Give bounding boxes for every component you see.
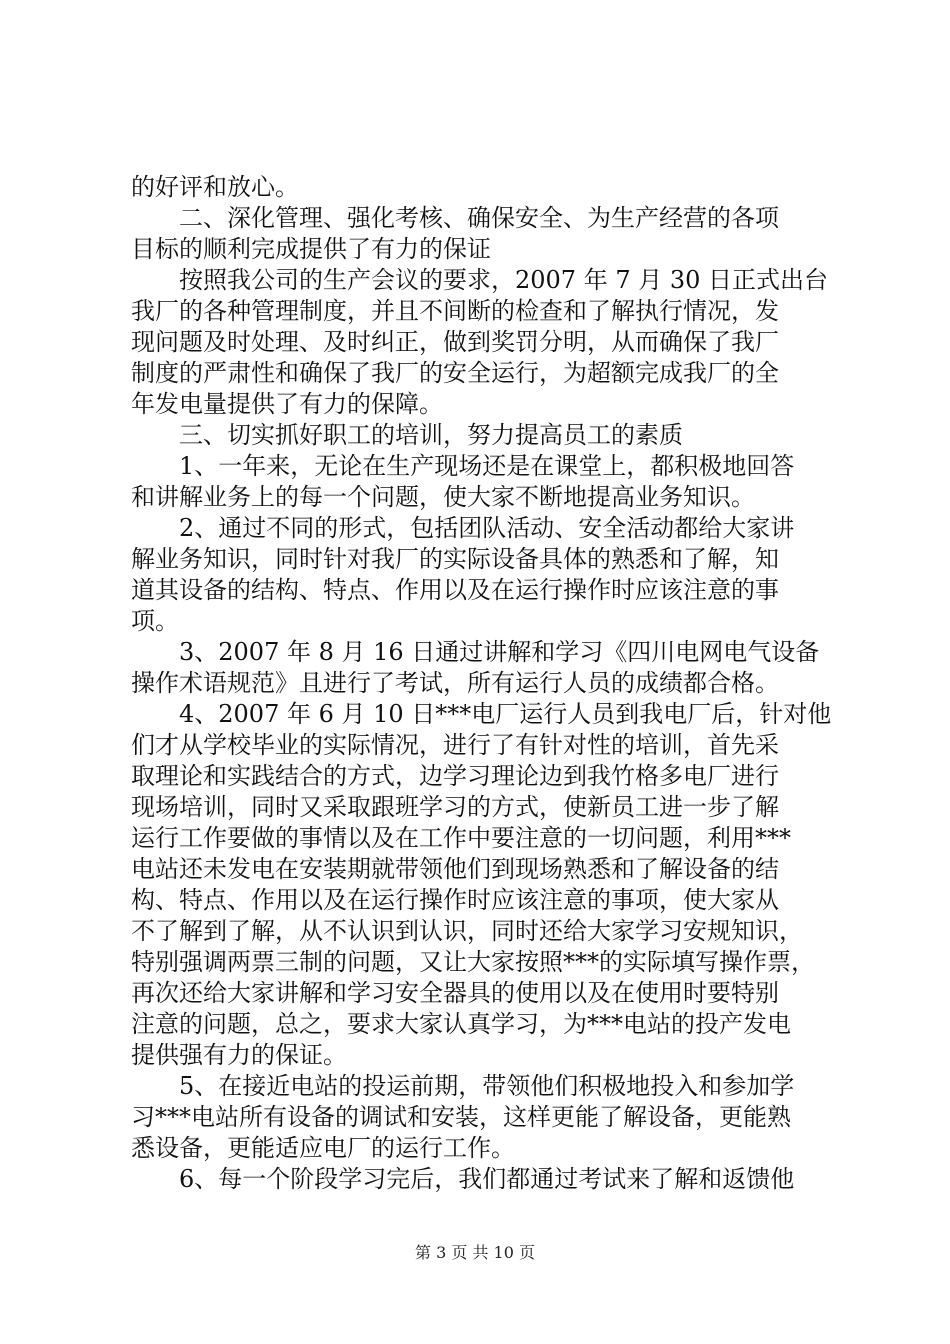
text-line: 道其设备的结构、特点、作用以及在运行操作时应该注意的事 — [131, 576, 779, 604]
text-line: 年发电量提供了有力的保障。 — [131, 390, 443, 418]
text-line: 和讲解业务上的每一个问题，使大家不断地提高业务知识。 — [131, 483, 755, 511]
text-line: 现问题及时处理、及时纠正，做到奖罚分明，从而确保了我厂 — [131, 328, 779, 356]
text-line: 们才从学校毕业的实际情况，进行了有针对性的培训，首先采 — [131, 731, 779, 759]
text-line: 注意的问题，总之，要求大家认真学习，为***电站的投产发电 — [131, 1010, 791, 1038]
text-line: 制度的严肃性和确保了我厂的安全运行，为超额完成我厂的全 — [131, 359, 779, 387]
section-heading-2: 二、深化管理、强化考核、确保安全、为生产经营的各项 — [131, 204, 779, 232]
body-text — [131, 172, 831, 1195]
text-line: 电站还未发电在安装期就带领他们到现场熟悉和了解设备的结 — [131, 855, 779, 883]
text-line: 5、在接近电站的投运前期，带领他们积极地投入和参加学 — [131, 1072, 795, 1100]
page-number-footer: 第 3 页 共 10 页 — [415, 1243, 535, 1262]
text-line: 取理论和实践结合的方式，边学习理论边到我竹格多电厂进行 — [131, 762, 779, 790]
section-heading-3: 三、切实抓好职工的培训，努力提高员工的素质 — [131, 421, 683, 449]
text-line: 习***电站所有设备的调试和安装，这样更能了解设备，更能熟 — [131, 1103, 791, 1131]
text-line: 悉设备，更能适应电厂的运行工作。 — [131, 1134, 515, 1162]
text-line: 不了解到了解，从不认识到认识，同时还给大家学习安规知识， — [131, 917, 803, 945]
text-line: 再次还给大家讲解和学习安全器具的使用以及在使用时要特别 — [131, 979, 779, 1007]
text-line: 构、特点、作用以及在运行操作时应该注意的事项，使大家从 — [131, 886, 779, 914]
text-line: 解业务知识，同时针对我厂的实际设备具体的熟悉和了解，知 — [131, 545, 779, 573]
text-line: 1、一年来，无论在生产现场还是在课堂上，都积极地回答 — [131, 452, 795, 480]
text-line: 运行工作要做的事情以及在工作中要注意的一切问题，利用*** — [131, 824, 791, 852]
text-line: 特别强调两票三制的问题，又让大家按照***的实际填写操作票， — [131, 948, 815, 976]
text-line: 2、通过不同的形式，包括团队活动、安全活动都给大家讲 — [131, 514, 795, 542]
text-line: 按照我公司的生产会议的要求，2007 年 7 月 30 日正式出台 — [131, 266, 829, 294]
text-line: 操作术语规范》且进行了考试，所有运行人员的成绩都合格。 — [131, 669, 779, 697]
text-line: 现场培训，同时又采取跟班学习的方式，使新员工进一步了解 — [131, 793, 779, 821]
text-line: 我厂的各种管理制度，并且不间断的检查和了解执行情况，发 — [131, 297, 779, 325]
text-line: 3、2007 年 8 月 16 日通过讲解和学习《四川电网电气设备 — [131, 638, 820, 666]
text-line: 4、2007 年 6 月 10 日***电厂运行人员到我电厂后，针对他 — [131, 700, 832, 728]
text-line: 项。 — [131, 607, 179, 635]
text-line: 目标的顺利完成提供了有力的保证 — [131, 235, 491, 263]
text-line: 6、每一个阶段学习完后，我们都通过考试来了解和返馈他 — [131, 1165, 795, 1193]
text-line: 提供强有力的保证。 — [131, 1041, 347, 1069]
text-line: 的好评和放心。 — [131, 173, 299, 201]
